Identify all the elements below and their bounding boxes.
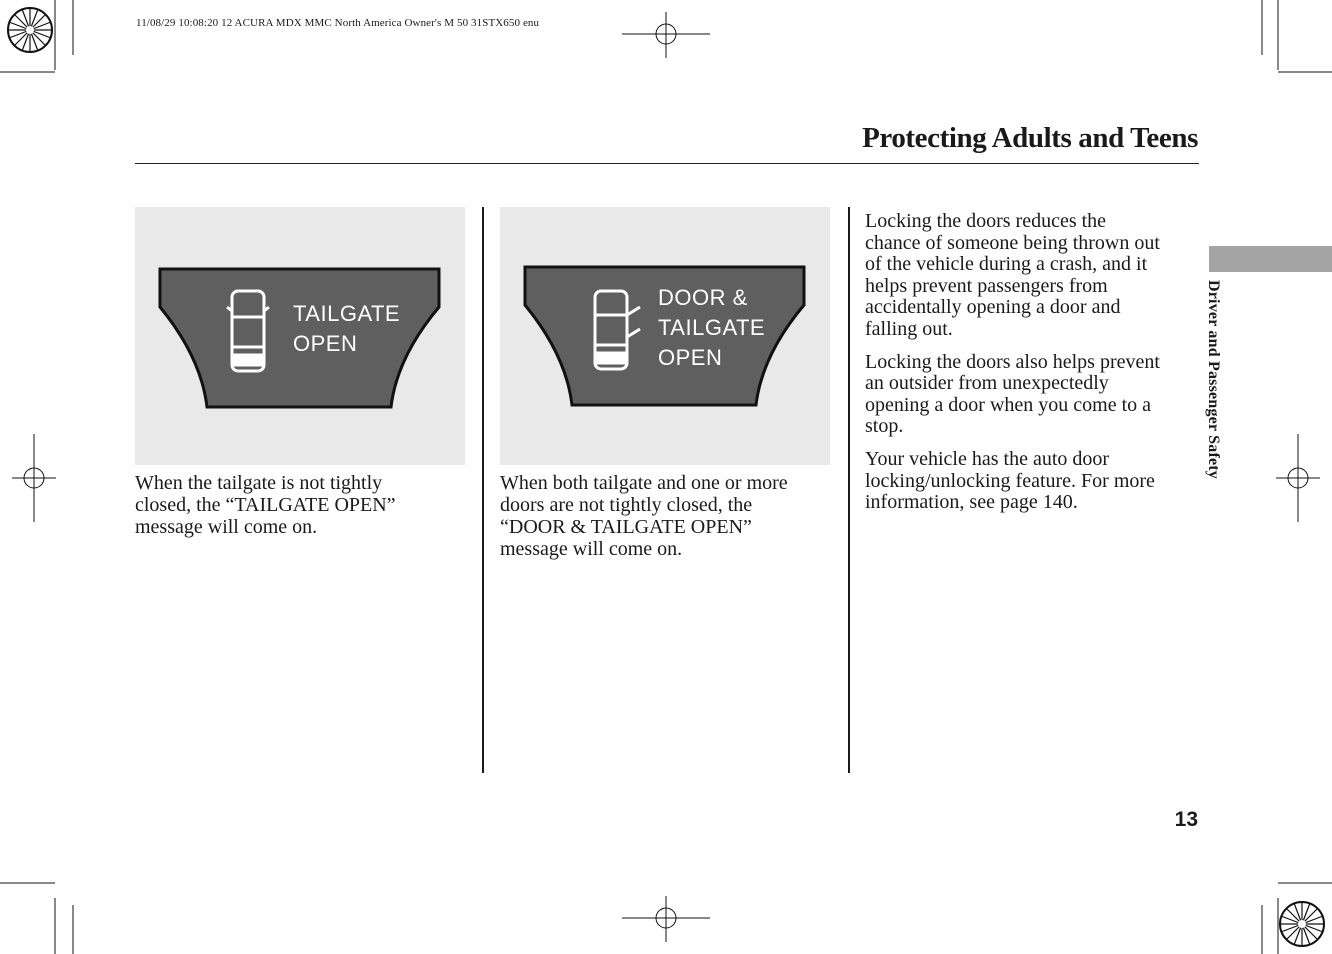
section-tab: [1209, 246, 1332, 272]
body-paragraph: Locking the doors also helps prevent an outsider from unexpectedly opening a door when you come to a stop.: [865, 350, 1160, 438]
column-divider: [848, 207, 850, 773]
figure-tailgate-open: [135, 207, 465, 465]
figure-caption: When the tailgate is not tightly closed, the “TAILGATE OPEN” message will come on.: [135, 472, 396, 538]
crop-mark-icon: [0, 0, 90, 80]
title-divider: [135, 163, 1199, 164]
crosshair-icon: [622, 896, 710, 942]
print-metadata: 11/08/29 10:08:20 12 ACURA MDX MMC North America Owner's M 50 31STX650 enu: [136, 17, 540, 29]
display-line: OPEN: [658, 345, 723, 370]
page-number: 13: [1174, 808, 1198, 831]
crosshair-icon: [12, 434, 56, 522]
page-title: Protecting Adults and Teens: [862, 122, 1198, 154]
registration-target-icon: [1272, 894, 1332, 954]
display-line: OPEN: [293, 331, 358, 356]
column-divider: [482, 207, 484, 773]
display-line: TAILGATE: [658, 315, 766, 340]
display-line: DOOR &: [658, 285, 748, 310]
body-paragraph: Your vehicle has the auto door locking/unlocking feature. For more information, see page 140.: [865, 447, 1155, 514]
section-label: Driver and Passenger Safety: [1205, 280, 1222, 480]
crosshair-icon: [1276, 434, 1320, 522]
figure-door-tailgate-open: [500, 207, 830, 465]
crosshair-icon: [622, 12, 710, 58]
crop-mark-icon: [0, 875, 90, 954]
body-paragraph: Locking the doors reduces the chance of someone being thrown out of the vehicle during a crash, and it helps prevent passengers from accidentally opening a door and falling out.: [865, 210, 1160, 340]
figure-caption: When both tailgate and one or more doors are not tightly closed, the “DOOR & TAILGATE OPEN” message will come on.: [500, 472, 788, 560]
crop-mark-icon: [1250, 0, 1332, 80]
display-line: TAILGATE: [293, 301, 401, 326]
body-text: [865, 211, 1201, 514]
